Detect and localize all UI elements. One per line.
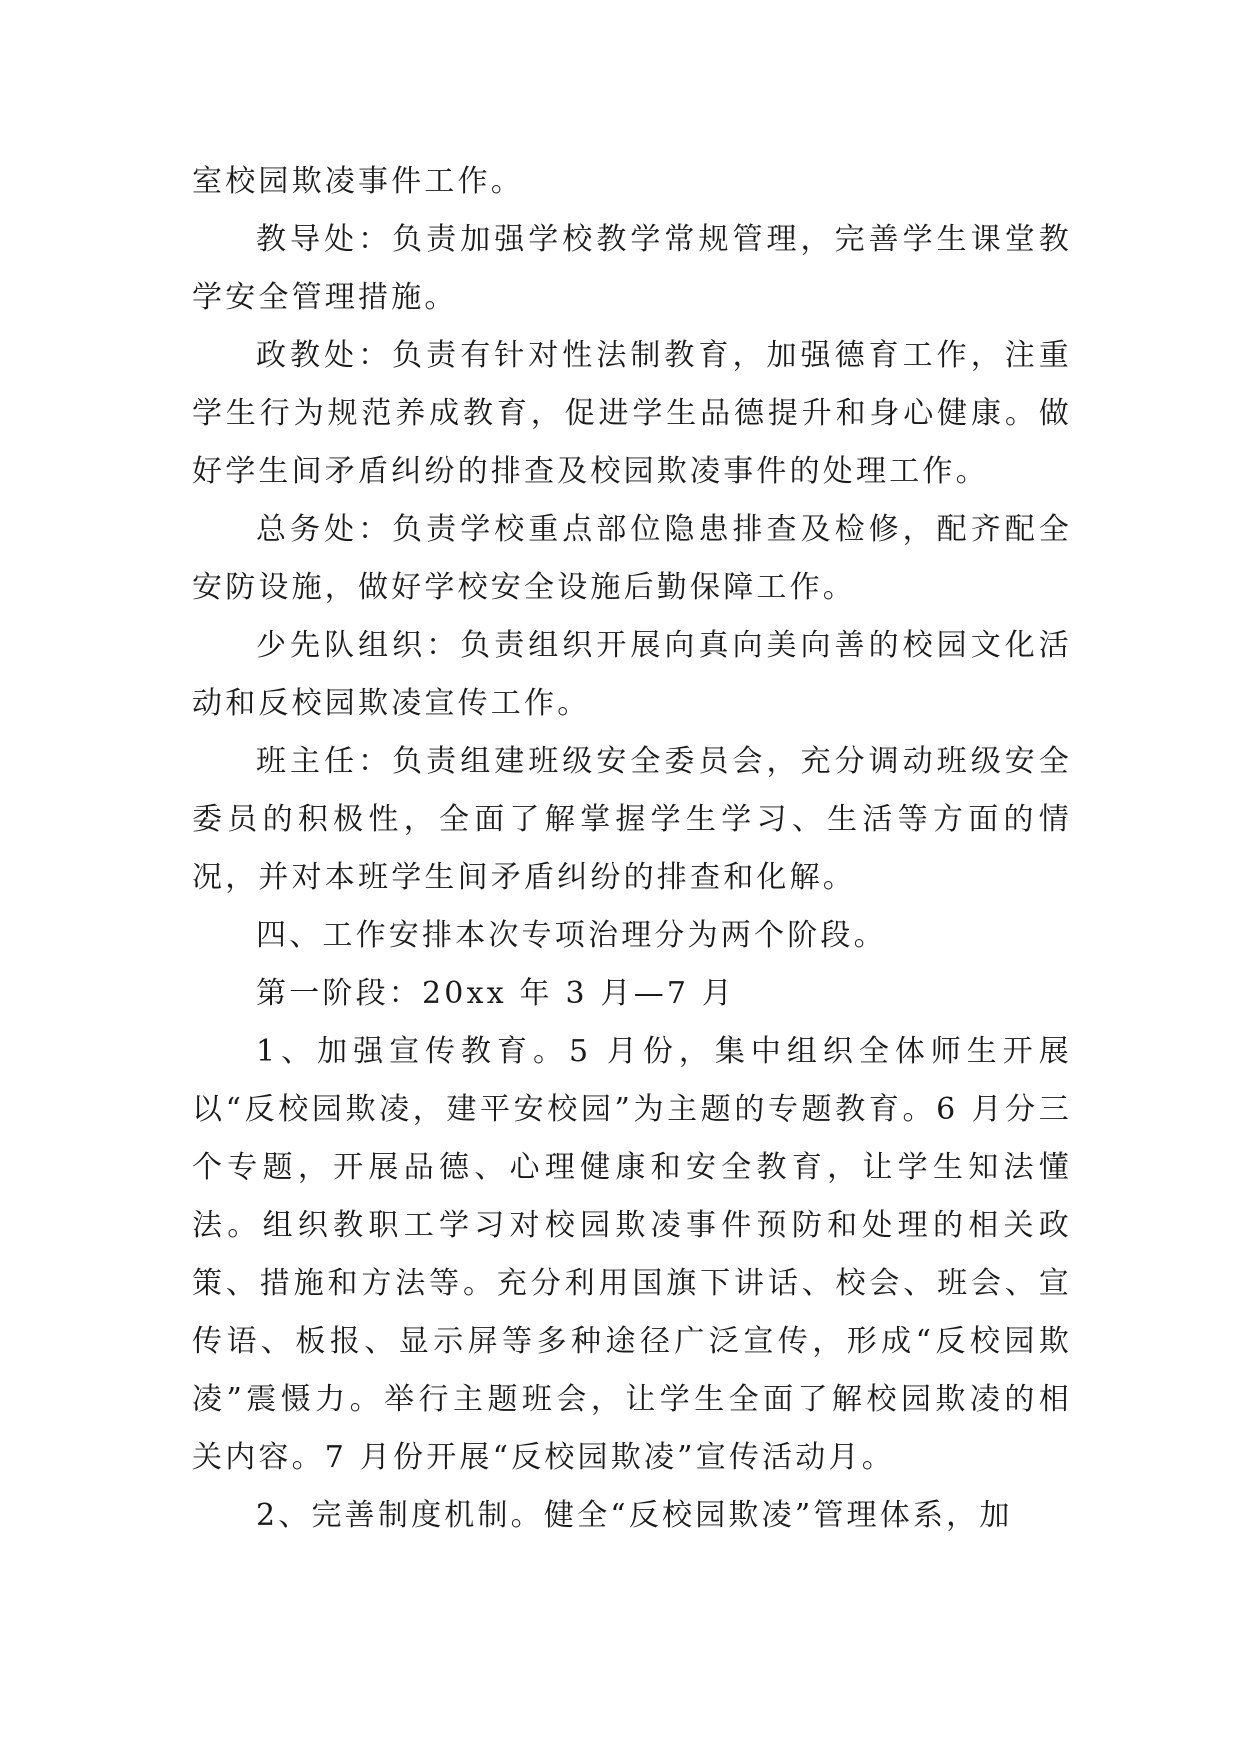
- paragraph-young-pioneers: 少先队组织：负责组织开展向真向美向善的校园文化活动和反校园欺凌宣传工作。: [192, 628, 1072, 721]
- paragraph-work-arrangement: 四、工作安排本次专项治理分为两个阶段。: [256, 918, 887, 953]
- paragraph-continuation: 室校园欺凌事件工作。: [192, 164, 524, 199]
- paragraph-political-education: 政教处：负责有针对性法制教育，加强德育工作，注重学生行为规范养成教育，促进学生品德提升和身心健康。做好学生间矛盾纠纷的排查及校园欺凌事件的处理工作。: [192, 338, 1072, 489]
- paragraph-class-teacher: 班主任：负责组建班级安全委员会，充分调动班级安全委员的积极性，全面了解掌握学生学习、生活等方面的情况，并对本班学生间矛盾纠纷的排查和化解。: [192, 744, 1072, 895]
- paragraph-system-mechanism: 2、完善制度机制。健全“反校园欺凌”管理体系，加: [256, 1498, 1013, 1533]
- paragraph-academic-affairs: 教导处：负责加强学校教学常规管理，完善学生课堂教学安全管理措施。: [192, 222, 1072, 315]
- paragraph-publicity-education: 1、加强宣传教育。5 月份，集中组织全体师生开展以“反校园欺凌，建平安校园”为主题的专题教育。6 月分三个专题，开展品德、心理健康和安全教育，让学生知法懂法。组织教职工学习对校园欺凌事件预防和处理的相关政策、措施和方法等。充分利用国旗下讲话、校会、班会、宣传语、板报、显示屏等多种途径广泛宣传，形成“反校园欺凌”震慑力。举行主题班会，让学生全面了解校园欺凌的相关内容。7 月份开展“反校园欺凌”宣传活动月。: [192, 1034, 1072, 1475]
- paragraph-general-affairs: 总务处：负责学校重点部位隐患排查及检修，配齐配全安防设施，做好学校安全设施后勤保障工作。: [192, 512, 1072, 605]
- paragraph-phase-one: 第一阶段：20xx 年 3 月—7 月: [256, 976, 736, 1011]
- document-body: [192, 153, 1072, 1545]
